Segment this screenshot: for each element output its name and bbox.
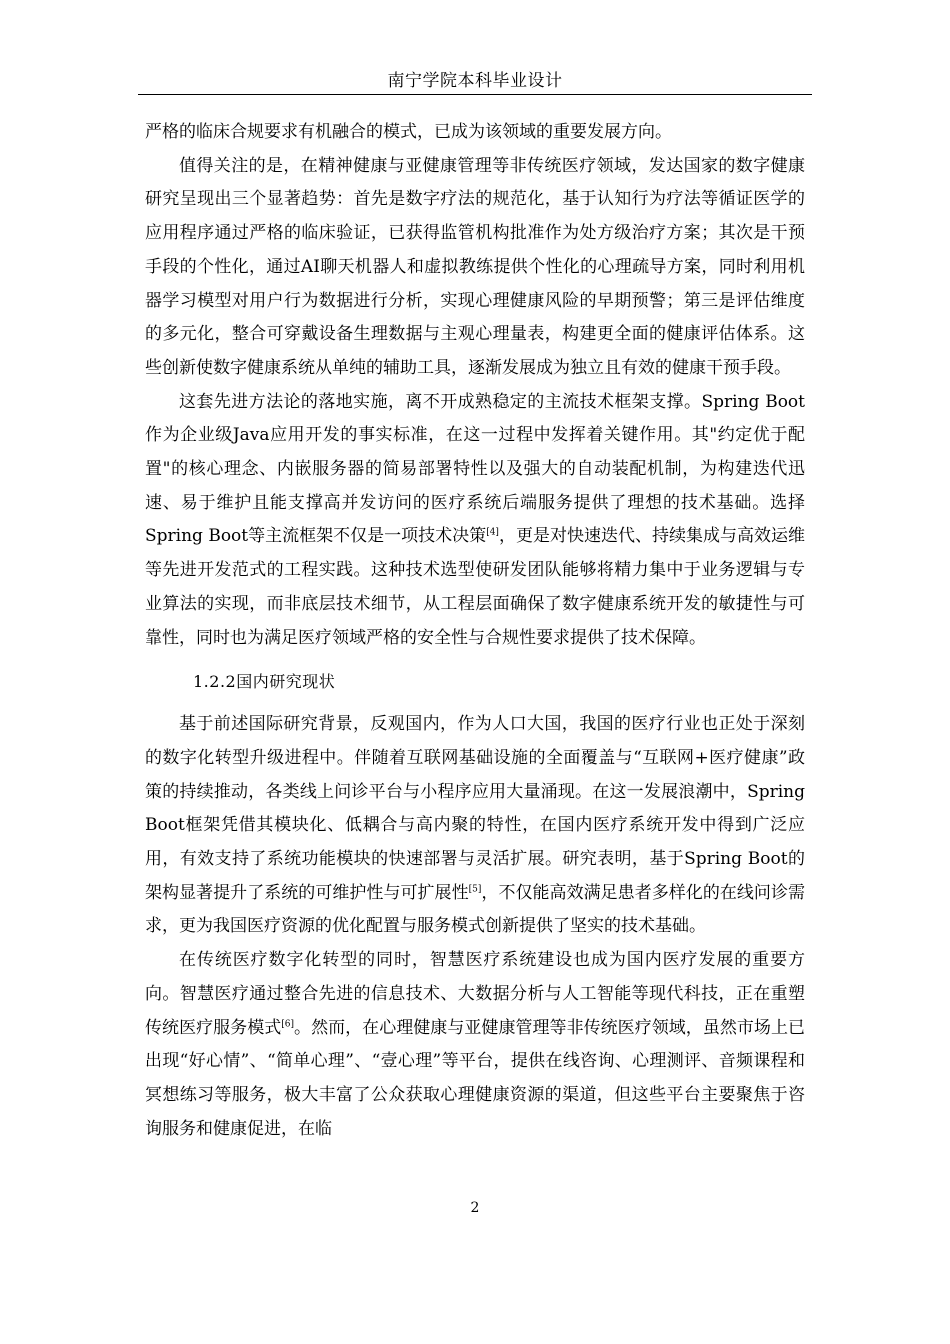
citation-4: [4]: [486, 527, 499, 538]
citation-6: [6]: [281, 1018, 295, 1029]
header-title: 南宁学院本科毕业设计: [387, 71, 563, 91]
paragraph-1: 严格的临床合规要求有机融合的模式，已成为该领域的重要发展方向。: [145, 122, 672, 142]
body-text: [145, 116, 805, 1146]
citation-5: [5]: [468, 884, 482, 895]
page-header: [138, 68, 812, 95]
paragraph-3: 这套先进方法论的落地实施，离不开成熟稳定的主流技术框架支撑。Spring Boot作为企业级Java应用开发的事实标准，在这一过程中发挥着关键作用。其"约定优于配置"的核心理念、内嵌服务器的简易部署特性以及强大的自动装配机制，为构建迭代迅速、易于维护且能支撑高并发访问的医疗系统后端服务提供了理想的技术基础。选择Spring Boot等主流框架不仅是一项技术决策[4]，更是对快速迭代、持续集成与高效运维等先进开发范式的工程实践。这种技术选型使研发团队能够将精力集中于业务逻辑与专业算法的实现，而非底层技术细节，从工程层面确保了数字健康系统开发的敏捷性与可靠性，同时也为满足医疗领域严格的安全性与合规性要求提供了技术保障。: [145, 391, 806, 648]
paragraph-4: 基于前述国际研究背景，反观国内，作为人口大国，我国的医疗行业也正处于深刻的数字化转型升级进程中。伴随着互联网基础设施的全面覆盖与“互联网+医疗健康”政策的持续推动，各类线上问诊平台与小程序应用大量涌现。在这一发展浪潮中，Spring Boot框架凭借其模块化、低耦合与高内聚的特性，在国内医疗系统开发中得到广泛应用，有效支持了系统功能模块的快速部署与灵活扩展。研究表明，基于Spring Boot的架构显著提升了系统的可维护性与可扩展性[5]，不仅能高效满足患者多样化的在线问诊需求，更为我国医疗资源的优化配置与服务模式创新提供了坚实的技术基础。: [145, 714, 805, 937]
section-heading: 1.2.2国内研究现状: [193, 672, 336, 692]
page-number: 2: [470, 1200, 480, 1216]
page-footer: [0, 1198, 950, 1218]
paragraph-2: 值得关注的是，在精神健康与亚健康管理等非传统医疗领域，发达国家的数字健康研究呈现出三个显著趋势：首先是数字疗法的规范化，基于认知行为疗法等循证医学的应用程序通过严格的临床验证，已获得监管机构批准作为处方级治疗方案；其次是干预手段的个性化，通过AI聊天机器人和虚拟教练提供个性化的心理疏导方案，同时利用机器学习模型对用户行为数据进行分析，实现心理健康风险的早期预警；第三是评估维度的多元化，整合可穿戴设备生理数据与主观心理量表，构建更全面的健康评估体系。这些创新使数字健康系统从单纯的辅助工具，逐渐发展成为独立且有效的健康干预手段。: [145, 155, 805, 378]
paragraph-5: 在传统医疗数字化转型的同时，智慧医疗系统建设也成为国内医疗发展的重要方向。智慧医疗通过整合先进的信息技术、大数据分析与人工智能等现代科技，正在重塑传统医疗服务模式[6]。然而，在心理健康与亚健康管理等非传统医疗领域，虽然市场上已出现“好心情”、“简单心理”、“壹心理”等平台，提供在线咨询、心理测评、音频课程和冥想练习等服务，极大丰富了公众获取心理健康资源的渠道，但这些平台主要聚焦于咨询服务和健康促进，在临: [145, 950, 806, 1139]
